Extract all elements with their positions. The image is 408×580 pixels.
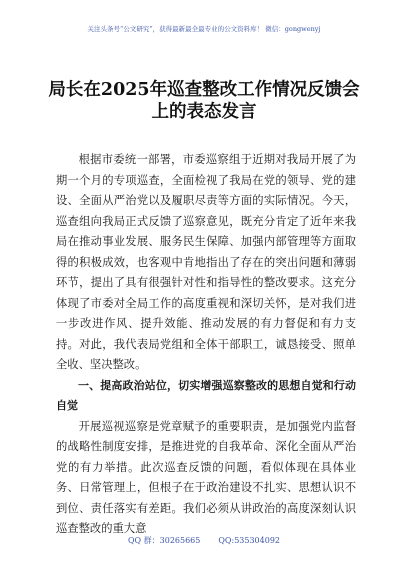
paragraph-intro: 根据市委统一部署，市委巡察组于近期对我局开展了为期一个月的专项巡查，全面检视了我局在党的领导、党的建设、全面从严治党以及履职尽责等方面的实际情况。今天，巡查组向我局正式反馈了巡察意见，既充分肯定了近年来我局在推动事业发展、服务民生保障、加强内部管理等方面取得的积极成效，也客观中肯地指出了存在的突出问题和薄弱环节，提出了具有很强针对性和指导性的整改要求。这充分体现了市委对全局工作的高度重视和深切关怀，是对我们进一步改进作风、提升效能、推动发展的有力督促和有力支持。对此，我代表局党组和全体干部职工，诚恳接受、照单全收、坚决整改。 bbox=[56, 153, 356, 371]
contact-footer bbox=[0, 535, 408, 546]
qq-contact: QQ:535304092 bbox=[218, 536, 280, 545]
title-line-2: 上的表态发言 bbox=[151, 102, 257, 122]
document-title bbox=[40, 79, 368, 123]
paragraph-section-1: 开展巡视巡察是党章赋予的重要职责，是加强党内监督的战略性制度安排，是推进党的自我革命、深化全面从严治党的有力举措。此次巡查反馈的问题，看似体现在具体业务、日常管理上，但根子在于政治建设不扎实、思想认识不到位、责任落实有差距。我们必须从讲政治的高度深刻认识巡查整改的重大意 bbox=[56, 419, 356, 535]
promo-header: 关注头条号“公文研究”，获得最新最全最专业的公文资料库！ 微信：gongwenyj bbox=[87, 25, 321, 33]
document-body bbox=[56, 150, 356, 540]
qq-group: QQ 群：30265665 bbox=[127, 536, 201, 545]
section-heading-1: 一、提高政治站位，切实增强巡察整改的思想自觉和行动自觉 bbox=[56, 378, 356, 412]
title-line-1: 局长在2025年巡查整改工作情况反馈会 bbox=[48, 80, 360, 100]
